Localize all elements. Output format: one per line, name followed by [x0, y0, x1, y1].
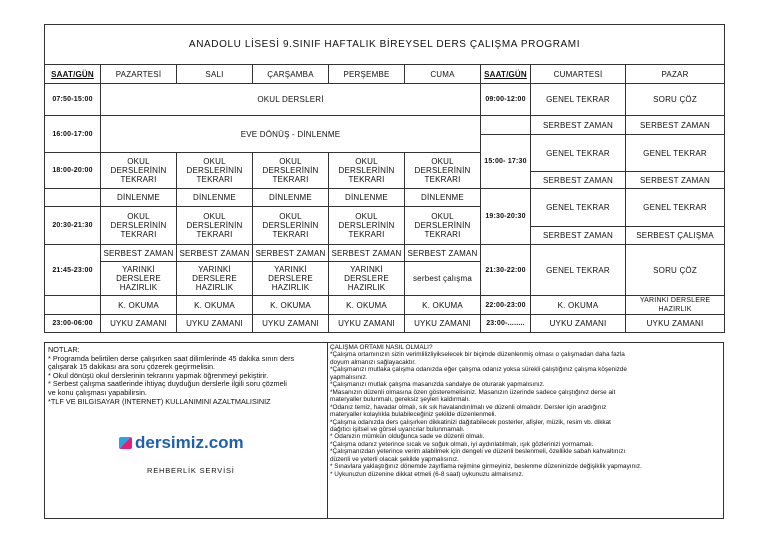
time-slot: [45, 296, 101, 315]
weekend-cell: GENEL TEKRAR: [626, 135, 725, 172]
weekend-time-slot: [481, 116, 531, 135]
sleep-cell: UYKU ZAMANI: [405, 315, 481, 333]
weekend-cell: SORU ÇÖZ: [626, 84, 725, 116]
weekend-cell: SERBEST ZAMAN: [626, 172, 725, 189]
weekend-time-slot: 22:00-23:00: [481, 296, 531, 315]
schedule-table: [44, 24, 725, 333]
reading-cell: K. OKUMA: [329, 296, 405, 315]
header-time-right: SAAT/GÜN: [481, 65, 531, 84]
sleep-cell: UYKU ZAMANI: [177, 315, 253, 333]
review-cell: OKUL DERSLERİNİN TEKRARI: [177, 207, 253, 245]
weekend-cell: GENEL TEKRAR: [531, 245, 626, 296]
time-slot: 18:00-20:00: [45, 153, 101, 189]
weekend-cell: K. OKUMA: [531, 296, 626, 315]
notes-line: çalışarak 15 dakikası ara soru çözerek geçirmelisin.: [48, 363, 216, 372]
review-cell: OKUL DERSLERİNİN TEKRARI: [101, 153, 177, 189]
weekend-cell: SERBEST ÇALIŞMA: [626, 227, 725, 245]
study-line: * Odanızın mümkün olduğunca sade ve düzenli olmalı.: [330, 433, 485, 441]
study-line: *Masanızın düzenli olmasına özen gösteremelisiniz. Masanızın üzerinde sadece çalıştığınız derse ait: [330, 388, 616, 396]
time-slot: 16:00-17:00: [45, 116, 101, 153]
header-thursday: PERŞEMBE: [329, 65, 405, 84]
notes-line: * Okul dönüşü okul derslerinin tekrarını yapmak öğrenmeyi pekiştirir.: [48, 371, 269, 380]
rest-cell: DİNLENME: [405, 189, 481, 207]
review-cell: OKUL DERSLERİNİN TEKRARI: [405, 153, 481, 189]
time-slot: 07:50-15:00: [45, 84, 101, 116]
prep-cell: serbest çalışma: [405, 262, 481, 296]
logo-text: dersimiz.com: [135, 433, 244, 452]
notes-panel: [45, 343, 328, 518]
reading-cell: K. OKUMA: [177, 296, 253, 315]
study-line: doyum almanızı sağlayacaktır.: [330, 358, 416, 366]
header-tuesday: SALI: [177, 65, 253, 84]
study-line: *Çalışmanızı mutlak çalışma masanızda sandalye de oturarak yapmalısınız.: [330, 381, 545, 389]
review-cell: OKUL DERSLERİNİN TEKRARI: [253, 153, 329, 189]
review-cell: OKUL DERSLERİNİN TEKRARI: [405, 207, 481, 245]
notes-line: ve konu çalışması yapabilirsin.: [48, 388, 147, 397]
free-cell: SERBEST ZAMAN: [101, 245, 177, 262]
header-time-left: SAAT/GÜN: [45, 65, 101, 84]
free-cell: SERBEST ZAMAN: [405, 245, 481, 262]
header-wednesday: ÇARŞAMBA: [253, 65, 329, 84]
weekend-time-slot: 21:30-22:00: [481, 245, 531, 296]
weekend-cell: SERBEST ZAMAN: [531, 172, 626, 189]
weekend-cell: GENEL TEKRAR: [626, 189, 725, 227]
study-line: *Odanız temiz, havadar olmalı, sık sık havalandırılmalı ve düzenli olmalıdır. Dersler için aradığınız: [330, 403, 607, 411]
guidance-service-label: REHBERLİK SERVİSİ: [147, 466, 235, 475]
free-cell: SERBEST ZAMAN: [253, 245, 329, 262]
weekend-time-slot: 23:00-........: [481, 315, 531, 333]
study-heading: ÇALIŞMA ORTAMI NASIL OLMALI?: [330, 344, 433, 351]
page-title: ANADOLU LİSESİ 9.SINIF HAFTALIK BİREYSEL DERS ÇALIŞMA PROGRAMI: [45, 25, 725, 65]
weekend-time-slot: 09:00-12:00: [481, 84, 531, 116]
notes-line: * Programda belirtilen derse çalışırken saat dilimlerinde 45 dakika sınırı ders: [48, 354, 295, 363]
review-cell: OKUL DERSLERİNİN TEKRARI: [253, 207, 329, 245]
study-line: düzenli ve yeterli olacak şekilde yapmalısınız.: [330, 455, 459, 463]
study-line: materyaller bulunmalı, gereksiz şeyleri kaldırmalı.: [330, 396, 470, 404]
review-cell: OKUL DERSLERİNİN TEKRARI: [177, 153, 253, 189]
weekend-cell: GENEL TEKRAR: [531, 135, 626, 172]
sleep-cell: UYKU ZAMANI: [329, 315, 405, 333]
study-line: * Sınavlara yaklaştığınız dönemde zayıflama rejimine girmeyiniz, beslenme düzeninizde değişiklik yapmayınız.: [330, 463, 642, 471]
notes-text: [48, 346, 324, 406]
logo-icon: [119, 437, 132, 449]
free-cell: SERBEST ZAMAN: [329, 245, 405, 262]
header-saturday: CUMARTESİ: [531, 65, 626, 84]
reading-cell: K. OKUMA: [405, 296, 481, 315]
time-slot: [45, 189, 101, 207]
study-line: *Çalışma odanızda ders çalışırken dikkatinizi dağıtabilecek posterler, afişler, müzik, resim vb. dikkat: [330, 418, 611, 426]
prep-cell: YARINKİ DERSLERE HAZIRLIK: [329, 262, 405, 296]
review-cell: OKUL DERSLERİNİN TEKRARI: [329, 207, 405, 245]
sleep-cell: UYKU ZAMANI: [101, 315, 177, 333]
rest-cell: EVE DÖNÜŞ - DİNLENME: [101, 116, 481, 153]
header-sunday: PAZAR: [626, 65, 725, 84]
weekend-cell: GENEL TEKRAR: [531, 189, 626, 227]
free-cell: SERBEST ZAMAN: [177, 245, 253, 262]
sleep-cell: UYKU ZAMANI: [253, 315, 329, 333]
time-slot: 23:00-06:00: [45, 315, 101, 333]
weekend-cell: SERBEST ZAMAN: [531, 116, 626, 135]
prep-cell: YARINKİ DERSLERE HAZIRLIK: [253, 262, 329, 296]
dersimiz-logo: [119, 433, 244, 453]
weekend-cell: SERBEST ZAMAN: [626, 116, 725, 135]
notes-line: *TLF VE BİLGİSAYAR (İNTERNET) KULLANIMINI AZALTMALISINIZ: [48, 397, 271, 406]
reading-cell: K. OKUMA: [253, 296, 329, 315]
study-environment-text: [330, 344, 721, 478]
study-line: *Çalışmanızdan yeterince verim alabilmek için dengeli ve düzenli beslenmeli, özellikle sabah kahvaltınızı: [330, 448, 626, 456]
study-line: dağıtıcı işitsel ve görsel uyarıcılar bulunmamalı.: [330, 425, 465, 433]
time-slot: 21:45-23:00: [45, 245, 101, 296]
study-line: yapmalısınız.: [330, 373, 368, 381]
header-friday: CUMA: [405, 65, 481, 84]
notes-section: [44, 342, 724, 519]
rest-cell: DİNLENME: [177, 189, 253, 207]
notes-line: * Serbest çalışma saatlerinde ihtiyaç duyduğun derslerle ilgili soru çözmeli: [48, 380, 287, 389]
study-line: *Çalışma odanız yeterince sıcak ve soğuk olmalı, iyi aydınlatılmalı, ışık gözlerinizi yormamalı.: [330, 440, 594, 448]
weekend-time-slot: 15:00- 17:30: [481, 135, 531, 189]
study-line: *Çalışmanızı mutlaka çalışma odanızda eğer çalışma odanız yoksa sürekli çalıştığınız çalışma köşenizde: [330, 366, 627, 374]
review-cell: OKUL DERSLERİNİN TEKRARI: [329, 153, 405, 189]
rest-cell: DİNLENME: [253, 189, 329, 207]
prep-cell: YARINKİ DERSLERE HAZIRLIK: [177, 262, 253, 296]
weekend-time-slot: 19:30-20:30: [481, 189, 531, 245]
weekend-cell: UYKU ZAMANI: [531, 315, 626, 333]
weekend-cell: SERBEST ZAMAN: [531, 227, 626, 245]
weekend-cell: GENEL TEKRAR: [531, 84, 626, 116]
prep-cell: YARINKİ DERSLERE HAZIRLIK: [101, 262, 177, 296]
reading-cell: K. OKUMA: [101, 296, 177, 315]
study-line: * Uykunuzun düzenine dikkat etmeli (6-8 saat) uykunuzu almalısınız.: [330, 470, 524, 478]
header-monday: PAZARTESİ: [101, 65, 177, 84]
weekend-cell: SORU ÇÖZ: [626, 245, 725, 296]
study-line: materyaller kolaylıkla bulabileceğiniz şekilde düzenlenmeli.: [330, 411, 497, 419]
rest-cell: DİNLENME: [101, 189, 177, 207]
study-environment-panel: [328, 343, 723, 518]
notes-heading: NOTLAR:: [48, 346, 80, 354]
review-cell: OKUL DERSLERİNİN TEKRARI: [101, 207, 177, 245]
weekend-cell: YARINKİ DERSLERE HAZIRLIK: [626, 296, 725, 315]
weekend-cell: UYKU ZAMANI: [626, 315, 725, 333]
study-line: *Çalışma ortamınızın sizin verimlilizliyikselecek bir biçimde düzenlenmiş olması o çalışmadan daha fazla: [330, 351, 625, 359]
document: [44, 24, 724, 519]
school-lessons-cell: OKUL DERSLERİ: [101, 84, 481, 116]
rest-cell: DİNLENME: [329, 189, 405, 207]
time-slot: 20:30-21:30: [45, 207, 101, 245]
